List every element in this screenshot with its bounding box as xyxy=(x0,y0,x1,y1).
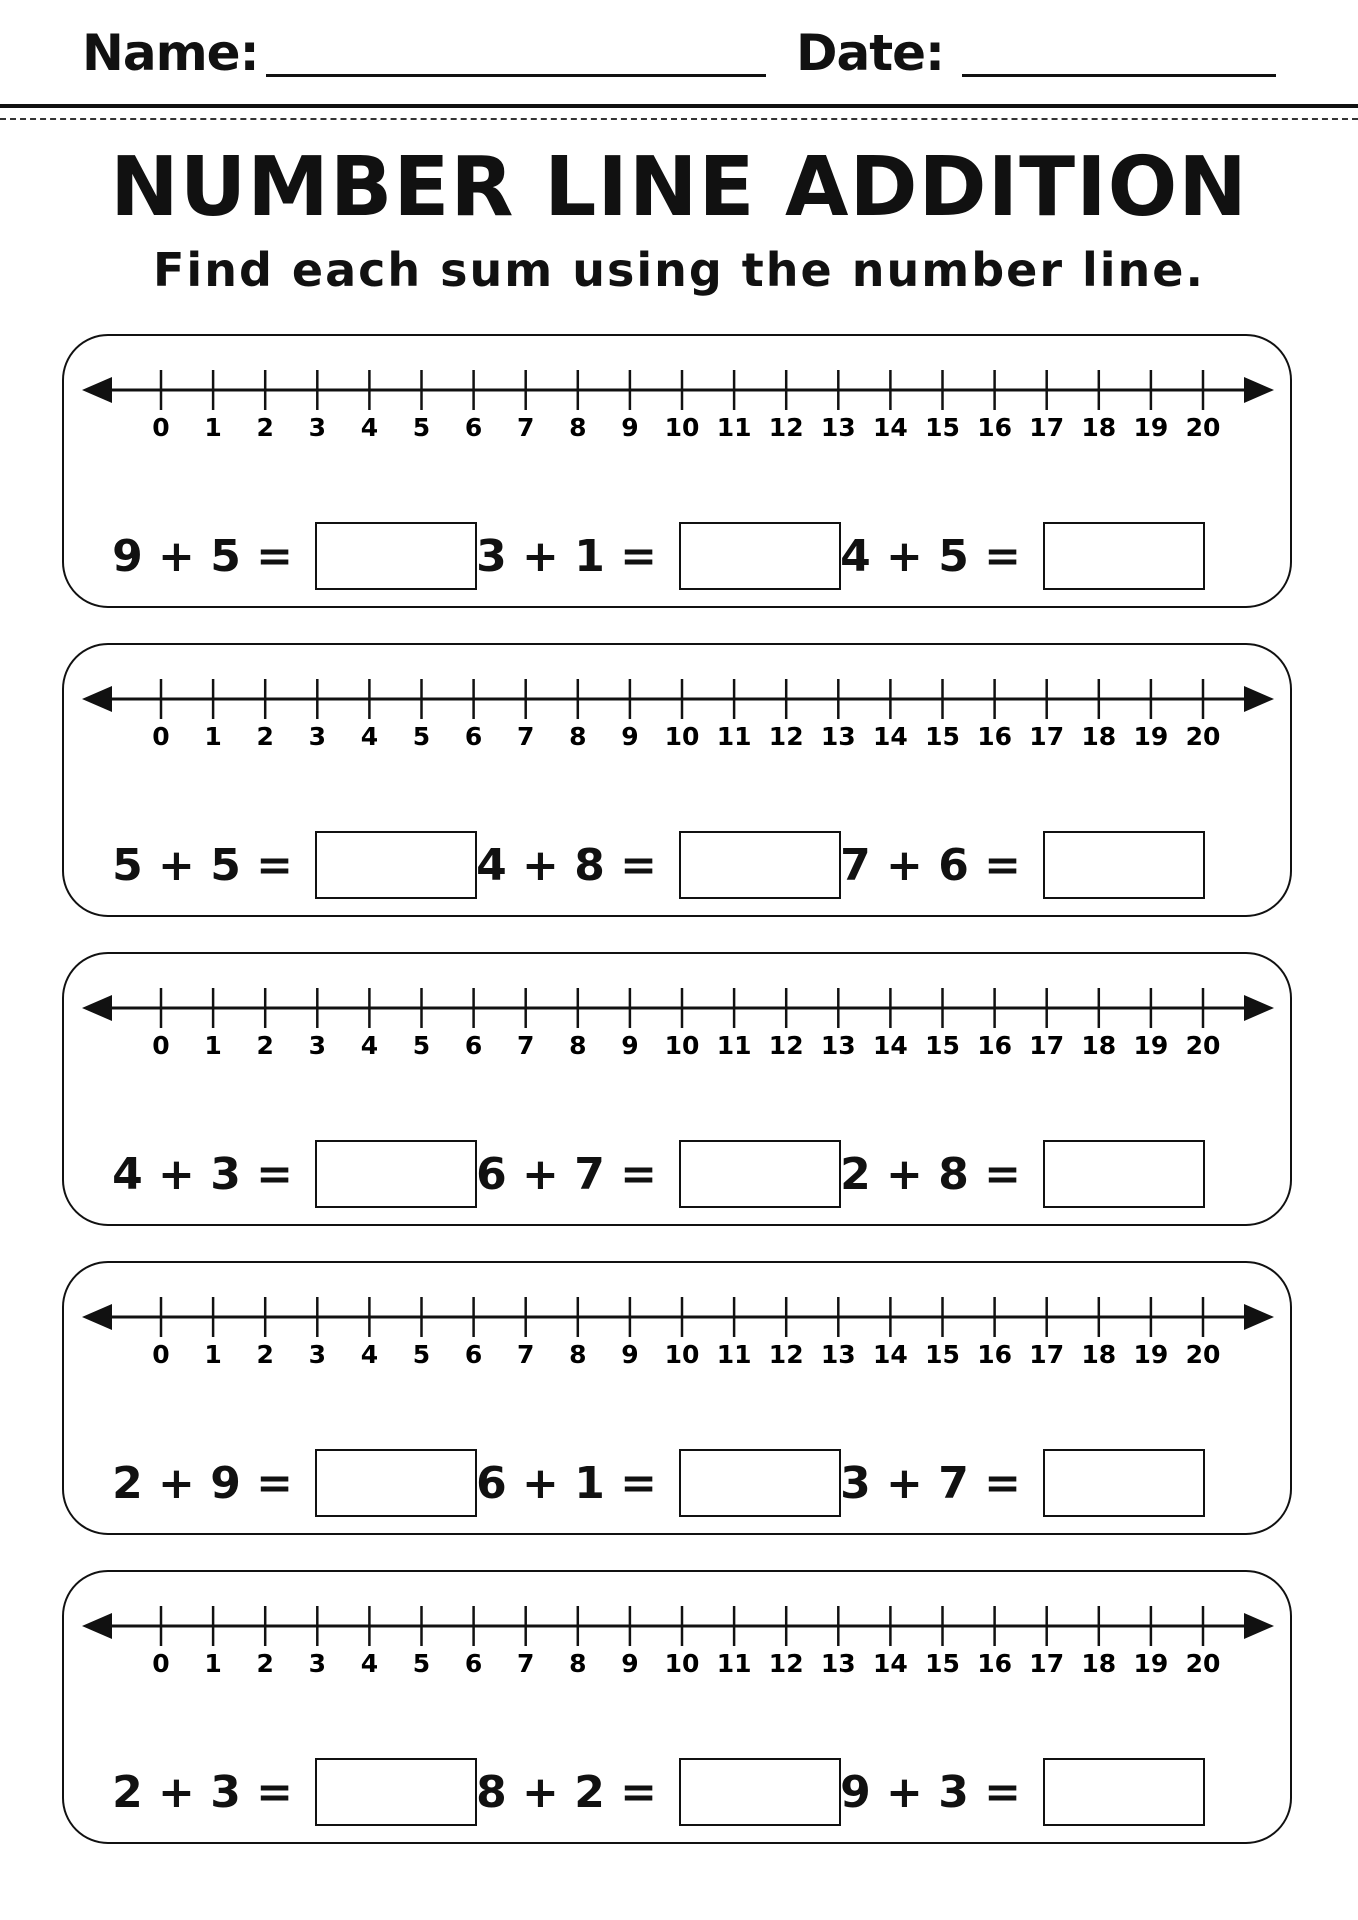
tick-label: 1 xyxy=(204,722,222,751)
number-line xyxy=(64,1263,1294,1403)
right-arrow-icon xyxy=(1244,377,1274,403)
tick-label: 5 xyxy=(412,1649,431,1678)
tick-label: 6 xyxy=(464,1649,483,1678)
addition-expression: 4 + 3 = xyxy=(112,1149,293,1200)
tick-label: 16 xyxy=(977,1031,1012,1060)
tick-label: 10 xyxy=(664,1031,700,1060)
tick-label: 13 xyxy=(820,722,856,751)
problem xyxy=(64,522,1205,592)
tick-label: 18 xyxy=(1081,413,1117,442)
addition-expression: 4 + 8 = xyxy=(476,840,657,891)
tick-label: 17 xyxy=(1029,1031,1065,1060)
addition-expression: 4 + 5 = xyxy=(840,531,1021,582)
name-label: Name: xyxy=(82,24,259,82)
tick-label: 14 xyxy=(873,1340,908,1369)
tick-label: 16 xyxy=(977,722,1012,751)
tick-label: 14 xyxy=(873,1031,908,1060)
tick-label: 10 xyxy=(664,1340,700,1369)
tick-label: 6 xyxy=(464,1340,483,1369)
tick-label: 12 xyxy=(768,722,804,751)
tick-label: 2 xyxy=(256,1649,274,1678)
tick-label: 4 xyxy=(360,413,379,442)
tick-label: 4 xyxy=(360,722,379,751)
tick-label: 6 xyxy=(464,1031,483,1060)
tick-label: 0 xyxy=(152,1031,170,1060)
tick-label: 2 xyxy=(256,722,274,751)
tick-label: 13 xyxy=(820,413,856,442)
number-line xyxy=(64,954,1294,1094)
tick-label: 11 xyxy=(716,1031,752,1060)
right-arrow-icon xyxy=(1244,995,1274,1021)
tick-label: 7 xyxy=(516,1340,535,1369)
tick-label: 8 xyxy=(569,1031,587,1060)
addition-expression: 5 + 5 = xyxy=(112,840,293,891)
tick-label: 17 xyxy=(1029,1649,1065,1678)
tick-label: 20 xyxy=(1185,1340,1221,1369)
addition-expression: 8 + 2 = xyxy=(476,1767,657,1818)
name-field[interactable] xyxy=(266,74,766,77)
answer-box[interactable] xyxy=(1043,1449,1205,1517)
header-divider xyxy=(0,104,1358,108)
tick-label: 13 xyxy=(820,1031,856,1060)
tick-label: 19 xyxy=(1133,1340,1169,1369)
date-label: Date: xyxy=(796,24,945,82)
tick-label: 3 xyxy=(308,722,327,751)
tick-label: 11 xyxy=(716,722,752,751)
left-arrow-icon xyxy=(82,1304,112,1330)
left-arrow-icon xyxy=(82,1613,112,1639)
tick-label: 3 xyxy=(308,1340,327,1369)
tick-label: 14 xyxy=(873,722,908,751)
problem xyxy=(64,1449,1205,1519)
tick-label: 4 xyxy=(360,1340,379,1369)
tick-label: 4 xyxy=(360,1649,379,1678)
tick-label: 9 xyxy=(621,1340,639,1369)
addition-expression: 3 + 1 = xyxy=(476,531,657,582)
tick-label: 7 xyxy=(516,722,535,751)
tick-label: 1 xyxy=(204,1649,222,1678)
problem-panel xyxy=(62,643,1292,917)
right-arrow-icon xyxy=(1244,686,1274,712)
tick-label: 2 xyxy=(256,1340,274,1369)
tick-label: 16 xyxy=(977,1649,1012,1678)
tick-label: 19 xyxy=(1133,722,1169,751)
tick-label: 13 xyxy=(820,1649,856,1678)
tick-label: 14 xyxy=(873,413,908,442)
tick-label: 8 xyxy=(569,1649,587,1678)
tick-label: 0 xyxy=(152,1340,170,1369)
right-arrow-icon xyxy=(1244,1613,1274,1639)
tick-label: 5 xyxy=(412,1340,431,1369)
tick-label: 18 xyxy=(1081,1649,1117,1678)
tick-label: 19 xyxy=(1133,1649,1169,1678)
tick-label: 15 xyxy=(925,1031,960,1060)
answer-box[interactable] xyxy=(1043,1758,1205,1826)
problem-panel xyxy=(62,1570,1292,1844)
tick-label: 7 xyxy=(516,1031,535,1060)
tick-label: 17 xyxy=(1029,722,1065,751)
problem-panel xyxy=(62,952,1292,1226)
tick-label: 17 xyxy=(1029,413,1065,442)
tick-label: 7 xyxy=(516,413,535,442)
tick-label: 11 xyxy=(716,1649,752,1678)
tick-label: 5 xyxy=(412,413,431,442)
right-arrow-icon xyxy=(1244,1304,1274,1330)
problem xyxy=(64,831,1205,901)
answer-box[interactable] xyxy=(1043,831,1205,899)
addition-expression: 6 + 1 = xyxy=(476,1458,657,1509)
left-arrow-icon xyxy=(82,377,112,403)
addition-expression: 6 + 7 = xyxy=(476,1149,657,1200)
tick-label: 16 xyxy=(977,413,1012,442)
tick-label: 20 xyxy=(1185,1031,1221,1060)
tick-label: 5 xyxy=(412,1031,431,1060)
tick-label: 15 xyxy=(925,722,960,751)
tick-label: 14 xyxy=(873,1649,908,1678)
number-line xyxy=(64,336,1294,476)
tick-label: 11 xyxy=(716,1340,752,1369)
date-field[interactable] xyxy=(962,74,1276,77)
tick-label: 18 xyxy=(1081,1031,1117,1060)
tick-label: 8 xyxy=(569,1340,587,1369)
tick-label: 3 xyxy=(308,413,327,442)
tick-label: 18 xyxy=(1081,1340,1117,1369)
tick-label: 20 xyxy=(1185,722,1221,751)
number-line xyxy=(64,1572,1294,1712)
tick-label: 9 xyxy=(621,413,639,442)
tick-label: 2 xyxy=(256,1031,274,1060)
tick-label: 7 xyxy=(516,1649,535,1678)
tick-label: 6 xyxy=(464,413,483,442)
number-line xyxy=(64,645,1294,785)
tick-label: 15 xyxy=(925,1340,960,1369)
tick-label: 6 xyxy=(464,722,483,751)
tick-label: 13 xyxy=(820,1340,856,1369)
addition-expression: 9 + 5 = xyxy=(112,531,293,582)
tick-label: 15 xyxy=(925,413,960,442)
tick-label: 12 xyxy=(768,1649,804,1678)
tick-label: 17 xyxy=(1029,1340,1065,1369)
problem xyxy=(64,1758,1205,1828)
addition-expression: 3 + 7 = xyxy=(840,1458,1021,1509)
tick-label: 19 xyxy=(1133,413,1169,442)
tick-label: 19 xyxy=(1133,1031,1169,1060)
tick-label: 20 xyxy=(1185,1649,1221,1678)
tick-label: 4 xyxy=(360,1031,379,1060)
tick-label: 1 xyxy=(204,1031,222,1060)
tick-label: 8 xyxy=(569,413,587,442)
left-arrow-icon xyxy=(82,686,112,712)
tick-label: 0 xyxy=(152,722,170,751)
tick-label: 12 xyxy=(768,413,804,442)
tick-label: 18 xyxy=(1081,722,1117,751)
addition-expression: 9 + 3 = xyxy=(840,1767,1021,1818)
addition-expression: 2 + 3 = xyxy=(112,1767,293,1818)
tick-label: 20 xyxy=(1185,413,1221,442)
tick-label: 12 xyxy=(768,1340,804,1369)
tick-label: 2 xyxy=(256,413,274,442)
worksheet-instructions: Find each sum using the number line. xyxy=(153,243,1205,297)
cut-line xyxy=(0,118,1358,120)
addition-expression: 2 + 9 = xyxy=(112,1458,293,1509)
tick-label: 1 xyxy=(204,1340,222,1369)
tick-label: 10 xyxy=(664,1649,700,1678)
tick-label: 9 xyxy=(621,1031,639,1060)
answer-box[interactable] xyxy=(1043,522,1205,590)
answer-box[interactable] xyxy=(1043,1140,1205,1208)
tick-label: 8 xyxy=(569,722,587,751)
problem-panel xyxy=(62,334,1292,608)
tick-label: 16 xyxy=(977,1340,1012,1369)
problem-panel xyxy=(62,1261,1292,1535)
tick-label: 11 xyxy=(716,413,752,442)
tick-label: 10 xyxy=(664,722,700,751)
worksheet-title: NUMBER LINE ADDITION xyxy=(110,140,1248,235)
tick-label: 3 xyxy=(308,1649,327,1678)
tick-label: 0 xyxy=(152,1649,170,1678)
tick-label: 12 xyxy=(768,1031,804,1060)
addition-expression: 2 + 8 = xyxy=(840,1149,1021,1200)
tick-label: 0 xyxy=(152,413,170,442)
tick-label: 9 xyxy=(621,1649,639,1678)
tick-label: 3 xyxy=(308,1031,327,1060)
tick-label: 9 xyxy=(621,722,639,751)
worksheet-header xyxy=(0,18,1358,88)
tick-label: 5 xyxy=(412,722,431,751)
tick-label: 15 xyxy=(925,1649,960,1678)
left-arrow-icon xyxy=(82,995,112,1021)
tick-label: 10 xyxy=(664,413,700,442)
problem xyxy=(64,1140,1205,1210)
tick-label: 1 xyxy=(204,413,222,442)
addition-expression: 7 + 6 = xyxy=(840,840,1021,891)
